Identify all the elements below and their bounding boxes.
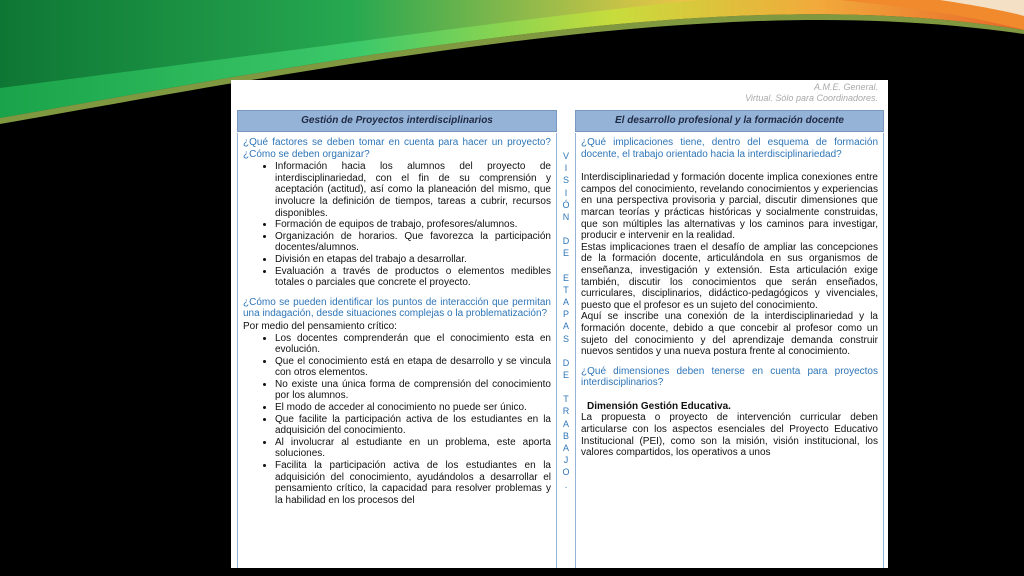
vertical-letter <box>561 260 571 272</box>
left-column <box>237 133 557 568</box>
vertical-letter: O <box>562 467 570 478</box>
document-page <box>231 80 888 568</box>
vertical-letter: A <box>562 297 569 308</box>
list-item: • División en etapas del trabajo a desarrollar. <box>275 254 551 266</box>
vertical-letter: P <box>562 309 569 320</box>
right-subheading: Dimensión Gestión Educativa. <box>587 400 731 412</box>
list-item: • Formación de equipos de trabajo, profesores/alumnos. <box>275 219 551 231</box>
list-item: • Que facilite la participación activa de los estudiantes en la adquisición del conocimiento. <box>275 414 551 437</box>
vertical-letter <box>561 381 571 393</box>
left-column-heading: Gestión de Proyectos interdisciplinarios <box>237 110 557 132</box>
left-intro-text: Por medio del pensamiento crítico: <box>243 320 397 332</box>
left-bullet-list-2 <box>243 333 551 507</box>
vertical-letter: D <box>562 236 570 247</box>
list-item: • Los docentes comprenderán que el conocimiento esta en evolución. <box>275 333 551 356</box>
vertical-letter: D <box>562 357 570 368</box>
right-column <box>575 133 884 568</box>
vertical-letter: T <box>563 284 569 295</box>
right-paragraph-3: Aquí se inscribe una conexión de la interdisciplinariedad y la formación docente, debido a que concebir al profesor como un sujeto del conocimiento y del aprendizaje demanda construir nuevos sentidos y una nueva postura frente al conocimiento. <box>581 311 878 358</box>
list-item: • El modo de acceder al conocimiento no puede ser único. <box>275 402 551 414</box>
vertical-letter <box>561 223 571 235</box>
list-item: • Al involucrar al estudiante en un problema, este aporta soluciones. <box>275 437 551 460</box>
vertical-letter: S <box>562 175 569 186</box>
list-item: • Evaluación a través de productos o elementos medibles totales o parciales que concrete el proyecto. <box>275 266 551 289</box>
list-item: • Organización de horarios. Que favorezca la participación docentes/alumnos. <box>275 231 551 254</box>
vertical-label-vision-etapas-trabajo <box>561 150 571 491</box>
vertical-letter: A <box>562 321 569 332</box>
vertical-letter: E <box>562 272 569 283</box>
vertical-letter: V <box>562 151 569 161</box>
list-item: • Facilita la participación activa de los estudiantes en la adquisición del conocimiento, ayudándolos a desarrollar el pensamiento crítico, la capacidad para resolver problemas y la habilidad en los procesos del <box>275 460 551 506</box>
vertical-letter: S <box>562 333 569 344</box>
left-question-1: ¿Qué factores se deben tomar en cuenta para hacer un proyecto? ¿Cómo se deben organizar? <box>243 137 551 160</box>
vertical-letter: E <box>562 370 569 381</box>
vertical-letter: B <box>562 430 569 441</box>
vertical-letter: T <box>563 394 569 405</box>
vertical-letter: I <box>564 187 568 198</box>
vertical-letter: . <box>564 479 568 490</box>
right-question-1: ¿Qué implicaciones tiene, dentro del esquema de formación docente, el trabajo orientado hacia la interdisciplinariedad? <box>581 137 878 160</box>
header-note-line-1: A.M.E. General. <box>813 82 878 92</box>
list-item: • Información hacia los alumnos del proyecto de interdisciplinariedad, con el fin de su comprensión y aceptación (actitud), así como la planeación del mismo, que involucre la definición de tiempos, tareas a cubrir, recursos disponibles. <box>275 161 551 219</box>
vertical-letter: R <box>562 406 570 417</box>
vertical-letter: N <box>562 212 570 223</box>
list-item: • Que el conocimiento está en etapa de desarrollo y se vincula con otros elementos. <box>275 356 551 379</box>
right-paragraph-1: Interdisciplinariedad y formación docente implica conexiones entre campos del conocimiento, revelando conocimientos y experiencias en una perspectiva provisoria y parcial, discutir dimensiones que marcan teorías y prácticas históricas y socialmente construidas, que son múltiples las alternativas y los caminos para investigar, producir e intervenir en la realidad. <box>581 172 878 242</box>
vertical-letter: I <box>564 163 568 174</box>
list-item: • No existe una única forma de comprensión del conocimiento por los alumnos. <box>275 379 551 402</box>
vertical-letter: A <box>562 418 569 429</box>
vertical-letter: J <box>563 455 569 466</box>
vertical-letter: A <box>562 443 569 454</box>
right-paragraph-4: La propuesta o proyecto de intervención curricular deben articularse con los aspectos esenciales del Proyecto Educativo Institucional (PEI), como son la misión, visión institucional, los valores compartidos, los operativos a unos <box>581 412 878 459</box>
header-note-line-2: Virtual. Sólo para Coordinadores. <box>745 93 878 103</box>
vertical-letter: E <box>562 248 569 259</box>
right-question-2: ¿Qué dimensiones deben tenerse en cuenta para proyectos interdisciplinarios? <box>581 365 878 389</box>
right-paragraph-2: Estas implicaciones traen el desafío de ampliar las concepciones de la formación docente, articulándola en sus organismos de enseñanza, investigación y extensión. Esta articulación exige también, discutir los conocimientos que serán enseñados, curriculares, disciplinarios, didáctico-pedagógicos y vivenciales, puesto que el profesor es un sujeto del conocimiento. <box>581 241 878 311</box>
left-question-2: ¿Cómo se pueden identificar los puntos de interacción que permitan una indagación, desde situaciones complejas o la problematización? <box>243 296 551 320</box>
vertical-letter <box>561 345 571 357</box>
left-bullet-list-1 <box>243 161 551 289</box>
vertical-letter: Ó <box>562 199 570 210</box>
header-note <box>745 82 878 104</box>
right-column-heading: El desarrollo profesional y la formación docente <box>575 110 884 132</box>
